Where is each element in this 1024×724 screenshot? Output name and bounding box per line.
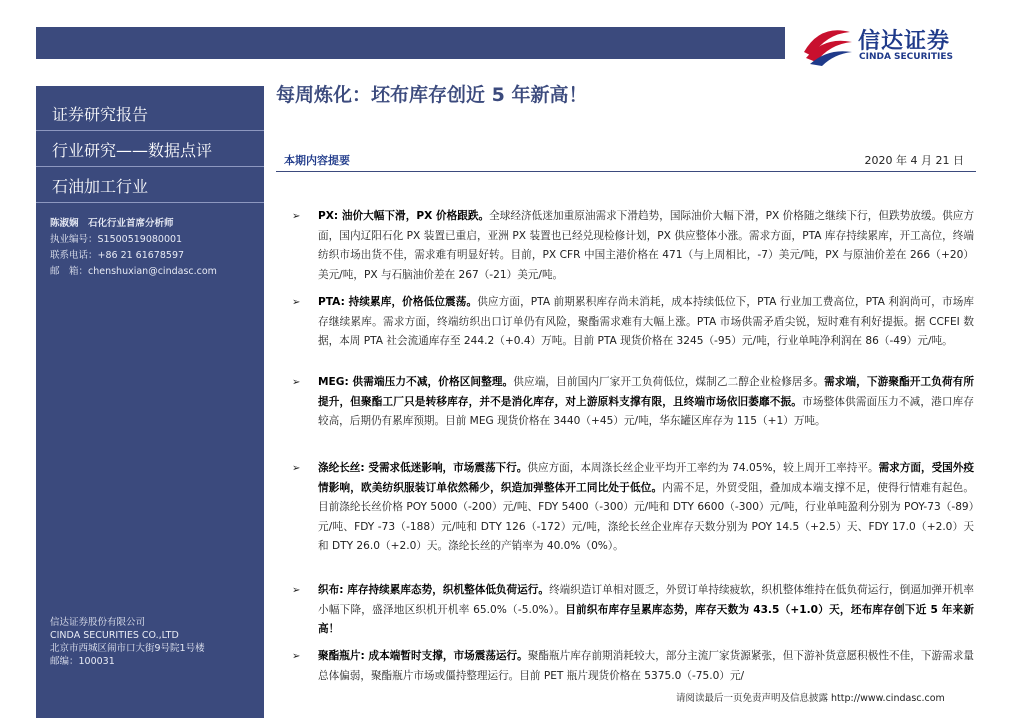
company-name-en: CINDA SECURITIES CO.,LTD — [50, 630, 179, 641]
item-lead: PTA: 持续累库，价格低位震荡。 — [318, 296, 478, 308]
summary-divider — [276, 171, 976, 172]
research-type: 行业研究——数据点评 — [52, 141, 213, 160]
sidebar — [36, 86, 264, 718]
report-type: 证券研究报告 — [52, 105, 149, 124]
item-body: 供应方面，本周涤长丝企业平均开工率约为 74.05%，较上周开工率持平。 — [527, 462, 879, 474]
list-item-weaving — [292, 581, 974, 640]
cinda-logo-icon — [800, 22, 854, 66]
item-body: 终端织造订单相对匮乏，外贸订单持续疲软，织机整体维持在低负荷运行，倒逼加弹开机率小幅下降，盛泽地区织机开机率 65.0%（-5.0%）。 — [318, 584, 974, 616]
company-postcode: 邮编：100031 — [50, 656, 115, 667]
analyst-info — [50, 216, 217, 280]
item-body: 供应端，目前国内厂家开工负荷低位，煤制乙二醇企业检修居多。 — [513, 376, 825, 388]
analyst-phone: 联系电话：+86 21 61678597 — [50, 250, 185, 261]
item-lead: 涤纶长丝: 受需求低迷影响，市场震荡下行。 — [318, 462, 528, 474]
item-body-2: 内需不足，外贸受阻，叠加成本端支撑不足，使得行情难有起色。目前涤纶长丝价格 POY 5000（-200）元/吨、FDY 5400（-300）元/吨和 DTY 6600（-300）元/吨，行业单吨盈利分别为 POY-73（-89）元/吨、FDY -73（-188）元/吨和 DTY 126（-172）元/吨，涤纶长丝企业库存天数分别为 POY 14.5（+2.5）天、FDY 17.0（+2.0）天和 DTY 26.0（+2.0）天。涤纶长丝的产销率为 40.0%（0%）。 — [318, 481, 974, 552]
company-info — [50, 616, 205, 668]
item-lead: MEG: 供需端压力不减，价格区间整理。 — [318, 376, 514, 388]
summary-header — [284, 150, 974, 170]
company-name-cn: 信达证券股份有限公司 — [50, 617, 146, 628]
bullet-arrow-icon: ➢ — [292, 585, 301, 596]
item-lead: 聚酯瓶片: 成本端暂时支撑，市场震荡运行。 — [318, 650, 528, 662]
sidebar-divider — [36, 166, 264, 167]
footer-disclaimer[interactable]: 请阅读最后一页免责声明及信息披露 http://www.cindasc.com — [672, 690, 945, 704]
sidebar-divider — [36, 130, 264, 131]
page-title: 每周炼化：坯布库存创近 5 年新高！ — [276, 84, 588, 106]
logo-cn: 信达证券 — [858, 29, 951, 54]
item-body: 供应方面，PTA 前期累积库存尚未消耗，成本持续低位下，PTA 行业加工费高位，PTA 利润尚可，市场库存继续累库。需求方面，终端纺织出口订单仍有风险，聚酯需求难有大幅上涨。PTA 市场供需矛盾尖锐，短时难有利好提振。据 CCFEI 数据，本周 PTA 社会流通库存至 244.2（+0.4）万吨。目前 PTA 现货价格在 3245（-95）元/吨，行业单吨净利润在 86（-49）元/吨。 — [318, 296, 974, 347]
list-item-pta — [292, 293, 974, 352]
item-lead-2: 目前织布库存呈累库态势，库存天数为 43.5（+1.0）天，坯布库存创下近 5 年来新高！ — [318, 603, 974, 635]
analyst-license: 执业编号：S1500519080001 — [50, 234, 183, 245]
list-item-meg — [292, 373, 974, 432]
list-item-pet-chips — [292, 647, 974, 686]
report-date: 2020 年 4 月 21 日 — [864, 154, 964, 167]
analyst-email[interactable]: 邮 箱：chenshuxian@cindasc.com — [50, 266, 217, 277]
item-body: 聚酯瓶片库存前期消耗较大，部分主流厂家货源紧张，但下游补货意愿积极性不佳，下游需求量总体偏弱，聚酯瓶片市场或僵持整理运行。目前 PET 瓶片现货价格在 5375.0（-75.0）元/ — [318, 650, 974, 682]
list-item-polyester-filament — [292, 459, 974, 557]
company-logo — [800, 22, 1000, 66]
header-bar — [36, 27, 785, 59]
company-address: 北京市西城区闹市口大街9号院1号楼 — [50, 643, 205, 654]
bullet-arrow-icon: ➢ — [292, 297, 301, 308]
summary-heading: 本期内容提要 — [284, 154, 350, 167]
analyst-name: 陈淑娴 — [50, 218, 79, 229]
sidebar-divider — [36, 202, 264, 203]
item-lead: 织布: 库存持续累库态势，织机整体低负荷运行。 — [318, 584, 550, 596]
logo-en: CINDA SECURITIES — [859, 52, 953, 62]
industry-name: 石油加工行业 — [52, 177, 149, 196]
item-body-2: 市场整体供需面压力不减，港口库存较高，后期仍有累库预期。目前 MEG 现货价格在 3440（+45）元/吨，华东罐区库存为 115（+1）万吨。 — [318, 395, 975, 427]
bullet-arrow-icon: ➢ — [292, 377, 301, 388]
bullet-arrow-icon: ➢ — [292, 651, 301, 662]
bullet-arrow-icon: ➢ — [292, 463, 301, 474]
analyst-role: 石化行业首席分析师 — [88, 218, 174, 229]
item-body: 全球经济低迷加重原油需求下滑趋势，国际油价大幅下滑，PX 价格随之继续下行，但跌势放缓。供应方面，国内辽阳石化 PX 装置已重启，亚洲 PX 装置也已经兑现检修计划，PX 供应整体小涨。需求方面，PTA 库存持续累库，开工高位，终端纺织市场出货不佳，需求难有明显好转。目前，PX CFR 中国主港价格在 471（与上周相比，-7）美元/吨，PX 与原油价差在 266（+20）美元/吨，PX 与石脑油价差在 267（-21）美元/吨。 — [318, 210, 974, 281]
list-item-px — [292, 207, 974, 285]
item-lead-2: 需求方面，受国外疫情影响，欧美纺织服装订单依然稀少，织造加弹整体开工同比处于低位。 — [318, 462, 974, 494]
item-lead-2: 需求端，下游聚酯开工负荷有所提升，但聚酯工厂只是转移库存，并不是消化库存，对上游原料支撑有限，且终端市场依旧萎靡不振。 — [318, 376, 974, 408]
bullet-arrow-icon: ➢ — [292, 211, 301, 222]
item-lead: PX: 油价大幅下滑，PX 价格跟跌。 — [318, 210, 490, 222]
